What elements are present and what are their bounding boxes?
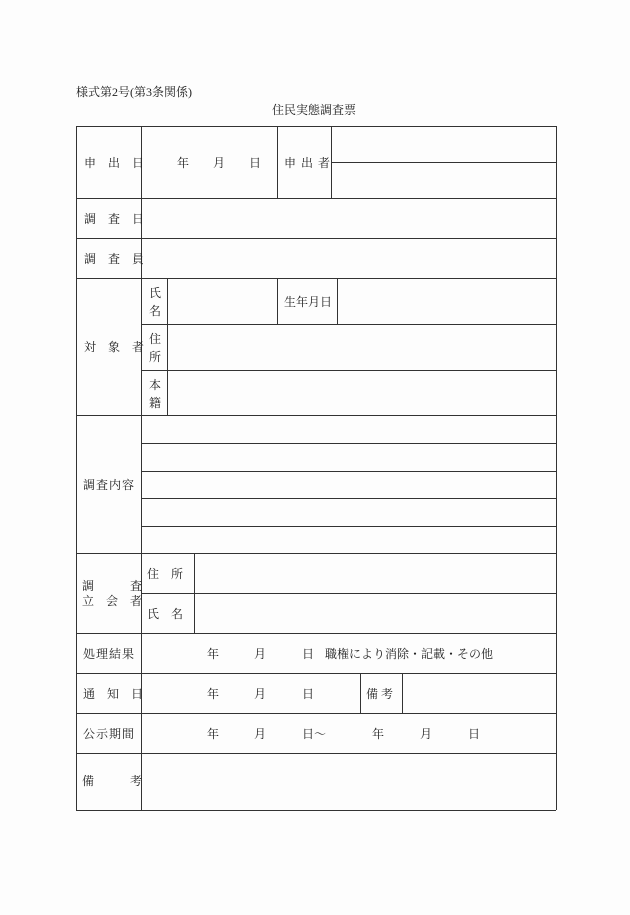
surveyor-field[interactable] (142, 239, 555, 277)
period-to-year: 年 (372, 727, 385, 741)
application-day: 日 (249, 156, 262, 170)
remarks-field[interactable] (142, 754, 555, 809)
witness-label-line2: 立 会 者 (82, 594, 143, 608)
public-period-label: 公示期間 (83, 727, 136, 741)
application-year: 年 (177, 156, 190, 170)
application-month: 月 (213, 156, 226, 170)
subject-domicile-field[interactable] (168, 371, 555, 414)
witness-label-line1: 調 査 (82, 579, 143, 593)
subject-name-label-2: 名 (149, 304, 162, 318)
subject-label: 対 象 者 (84, 340, 145, 354)
period-from-year: 年 (207, 727, 220, 741)
result-label: 処理結果 (83, 647, 136, 661)
period-from-month: 月 (254, 727, 267, 741)
notice-remarks-field[interactable] (403, 674, 555, 712)
notice-date-label: 通 知 日 (83, 687, 144, 701)
applicant-field-2[interactable] (332, 163, 555, 197)
period-from-day: 日～ (302, 727, 327, 741)
surveyor-label: 調 査 員 (84, 252, 145, 266)
witness-name-label: 氏 名 (147, 607, 184, 621)
subject-domicile-label-2: 籍 (149, 396, 162, 410)
subject-address-label-1: 住 (149, 332, 162, 346)
notice-day: 日 (302, 687, 315, 701)
applicant-field-1[interactable] (332, 127, 555, 161)
witness-address-label: 住 所 (147, 567, 184, 581)
form-number: 様式第2号(第3条関係) (76, 85, 192, 99)
period-to-month: 月 (420, 727, 433, 741)
notice-month: 月 (254, 687, 267, 701)
survey-content-label: 調査内容 (83, 478, 136, 492)
result-year: 年 (207, 647, 220, 661)
notice-year: 年 (207, 687, 220, 701)
application-date-label: 申 出 日 (84, 156, 145, 170)
subject-address-field[interactable] (168, 325, 555, 369)
survey-date-label: 調 査 日 (84, 212, 145, 226)
subject-address-label-2: 所 (149, 350, 162, 364)
witness-address-field[interactable] (195, 554, 555, 592)
notice-remarks-label: 備 考 (366, 687, 394, 701)
result-month: 月 (254, 647, 267, 661)
applicant-label: 申 出 者 (284, 156, 332, 170)
birthdate-field[interactable] (338, 279, 555, 323)
form-title: 住民実態調査票 (272, 103, 357, 117)
period-to-day: 日 (468, 727, 481, 741)
subject-name-label-1: 氏 (149, 286, 162, 300)
survey-date-field[interactable] (142, 199, 555, 237)
survey-content-field[interactable] (142, 416, 555, 552)
remarks-label: 備 考 (82, 774, 143, 788)
subject-name-field[interactable] (168, 279, 276, 323)
subject-domicile-label-1: 本 (149, 378, 162, 392)
result-day: 日 (302, 647, 315, 661)
birthdate-label: 生年月日 (284, 295, 333, 309)
result-options: 職権により消除・記載・その他 (325, 647, 494, 661)
witness-name-field[interactable] (195, 594, 555, 632)
